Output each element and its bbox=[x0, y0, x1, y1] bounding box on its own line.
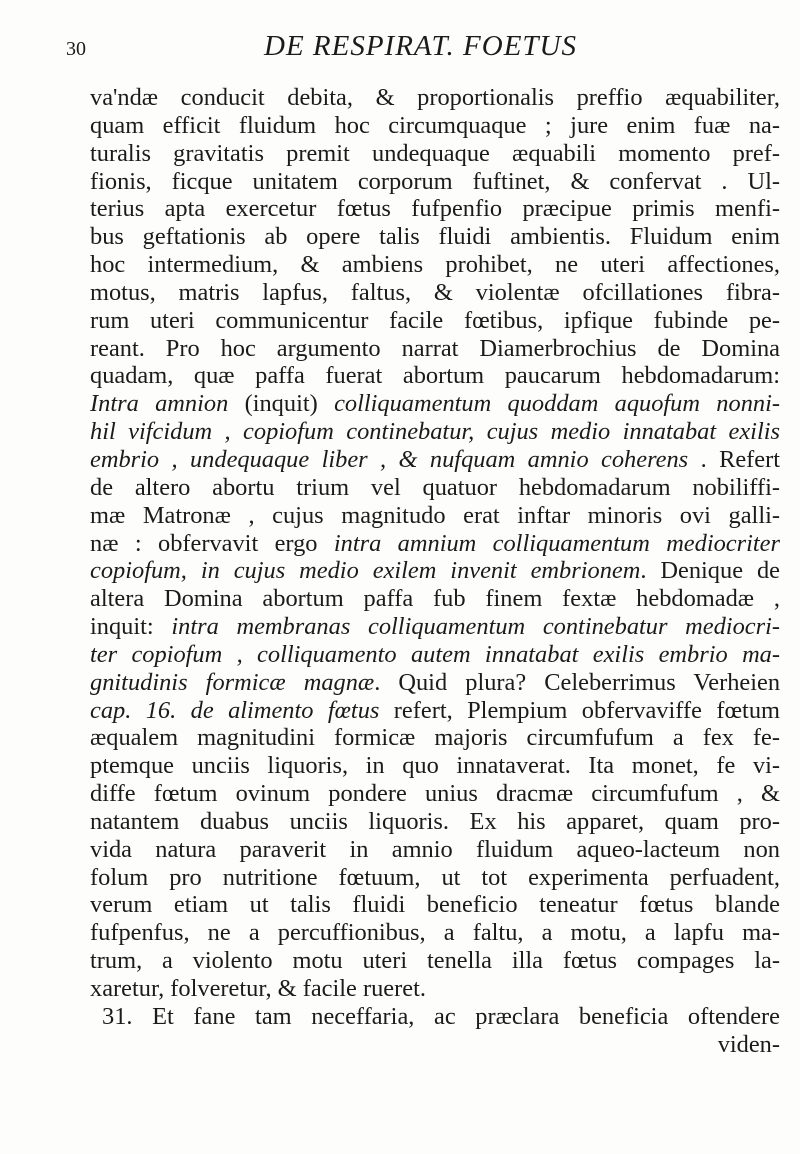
text-run: altera Domina abortum paffa fub finem fextæ hebdomadæ , bbox=[90, 585, 780, 613]
text-line bbox=[90, 864, 780, 892]
text-run: vida natura paraverit in amnio fluidum aqueo-lacteum non bbox=[90, 835, 780, 863]
text-run: fufpenfus, ne a percuffionibus, a faltu, a motu, a lapfu ma- bbox=[90, 919, 780, 947]
text-run: rum uteri communicentur facile fœtibus, ipfique fubinde pe- bbox=[90, 306, 780, 334]
text-run: diffe fœtum ovinum pondere unius dracmæ circumfufum , & bbox=[90, 780, 780, 808]
text-run: hoc intermedium, & ambiens prohibet, ne uteri affectiones, bbox=[90, 251, 780, 279]
text-line bbox=[90, 724, 780, 752]
page-number: 30 bbox=[66, 38, 86, 60]
text-run: natantem duabus unciis liquoris. Ex his apparet, quam pro- bbox=[90, 807, 780, 835]
text-line bbox=[90, 251, 780, 279]
text-line bbox=[90, 446, 780, 474]
text-run-italic: hil vifcidum , copiofum continebatur, cujus medio innatabat exilis bbox=[90, 418, 780, 446]
text-line bbox=[90, 975, 780, 1003]
text-line bbox=[90, 474, 780, 502]
text-line bbox=[90, 390, 780, 418]
text-run: ptemque unciis liquoris, in quo innataverat. Ita monet, fe vi- bbox=[90, 752, 780, 780]
text-run-italic: cap. 16. de alimento fœtus bbox=[90, 696, 380, 724]
text-run: motus, matris lapfus, faltus, & violentæ ofcillationes fibra- bbox=[90, 278, 780, 306]
text-run: terius apta exercetur fœtus fufpenfio præcipue primis menfi- bbox=[90, 195, 780, 223]
text-run: æqualem magnitudini formicæ majoris circumfufum a fex fe- bbox=[90, 724, 780, 752]
text-line bbox=[90, 140, 780, 168]
text-run: fionis, ficque unitatem corporum fuftinet, & confervat . Ul- bbox=[90, 167, 780, 195]
text-run-italic: gnitudinis formicæ magnæ bbox=[90, 668, 375, 696]
text-line bbox=[90, 780, 780, 808]
text-run: reant. Pro hoc argumento narrat Diamerbrochius de Domina bbox=[90, 334, 780, 362]
text-run: va'ndæ conducit debita, & proportionalis preffio æquabiliter, bbox=[90, 84, 780, 111]
text-line bbox=[90, 836, 780, 864]
text-line bbox=[90, 641, 780, 669]
text-run: inquit: bbox=[90, 613, 172, 641]
catchword bbox=[90, 1031, 780, 1059]
text-line bbox=[90, 362, 780, 390]
text-run: refert, Plempium obfervaviffe fœtum bbox=[379, 696, 780, 724]
text-run: turalis gravitatis premit undequaque æquabili momento pref- bbox=[90, 139, 780, 167]
text-run-italic: copiofum, in cujus medio exilem invenit embrionem bbox=[90, 557, 641, 585]
text-run: mæ Matronæ , cujus magnitudo erat inftar minoris ovi galli- bbox=[90, 501, 780, 529]
text-run: (inquit) bbox=[244, 390, 335, 418]
text-run: quam efficit fluidum hoc circumquaque ; jure enim fuæ na- bbox=[90, 111, 780, 139]
text-line bbox=[90, 947, 780, 975]
text-line bbox=[90, 195, 780, 223]
text-run-italic: Intra amnion bbox=[90, 390, 245, 418]
text-line bbox=[90, 84, 780, 112]
text-run: . Refert bbox=[688, 445, 781, 473]
text-line bbox=[90, 669, 780, 697]
text-line bbox=[90, 919, 780, 947]
text-line bbox=[90, 613, 780, 641]
text-run-italic: intra amnium colliquamentum mediocriter bbox=[333, 529, 780, 557]
catchword-text: viden- bbox=[717, 1030, 780, 1058]
text-run: folum pro nutritione fœtuum, ut tot experimenta perfuadent, bbox=[90, 863, 780, 891]
text-line bbox=[90, 112, 780, 140]
text-run: 31. Et fane tam neceffaria, ac præclara beneficia oftendere bbox=[102, 1002, 780, 1030]
text-run: xaretur, folveretur, & facile rueret. bbox=[90, 975, 426, 1002]
text-run: de altero abortu trium vel quatuor hebdomadarum nobiliffi- bbox=[90, 473, 780, 501]
text-line bbox=[90, 502, 780, 530]
running-title: DE RESPIRAT. FOETUS bbox=[264, 30, 577, 62]
text-line bbox=[90, 585, 780, 613]
text-line bbox=[90, 279, 780, 307]
text-line bbox=[90, 223, 780, 251]
text-run: quadam, quæ paffa fuerat abortum paucarum hebdomadarum: bbox=[90, 362, 780, 390]
paragraph-start-line bbox=[90, 1003, 780, 1031]
text-run: bus geftationis ab opere talis fluidi ambientis. Fluidum enim bbox=[90, 223, 780, 251]
text-line bbox=[90, 307, 780, 335]
text-run: . Denique de bbox=[640, 557, 780, 585]
text-line bbox=[90, 557, 780, 585]
text-run: næ : obfervavit ergo bbox=[90, 529, 334, 557]
text-run: . Quid plura? Celeberrimus Verheien bbox=[374, 668, 781, 696]
text-line bbox=[90, 530, 780, 558]
page-header bbox=[66, 30, 766, 70]
text-run-italic: colliquamentum quoddam aquofum nonni- bbox=[334, 390, 780, 418]
text-line bbox=[90, 808, 780, 836]
text-run-italic: ter copiofum , colliquamento autem innatabat exilis embrio ma- bbox=[90, 640, 780, 668]
text-line bbox=[90, 335, 780, 363]
text-line bbox=[90, 697, 780, 725]
text-run-italic: intra membranas colliquamentum continebatur mediocri- bbox=[171, 613, 780, 641]
text-run: verum etiam ut talis fluidi beneficio teneatur fœtus blande bbox=[90, 891, 780, 919]
body-text bbox=[90, 84, 780, 1059]
text-run-italic: embrio , undequaque liber , & nufquam amnio coherens bbox=[90, 445, 689, 473]
text-line bbox=[90, 752, 780, 780]
text-run: trum, a violento motu uteri tenella illa fœtus compages la- bbox=[90, 947, 780, 975]
text-line bbox=[90, 891, 780, 919]
text-line bbox=[90, 168, 780, 196]
text-line bbox=[90, 418, 780, 446]
